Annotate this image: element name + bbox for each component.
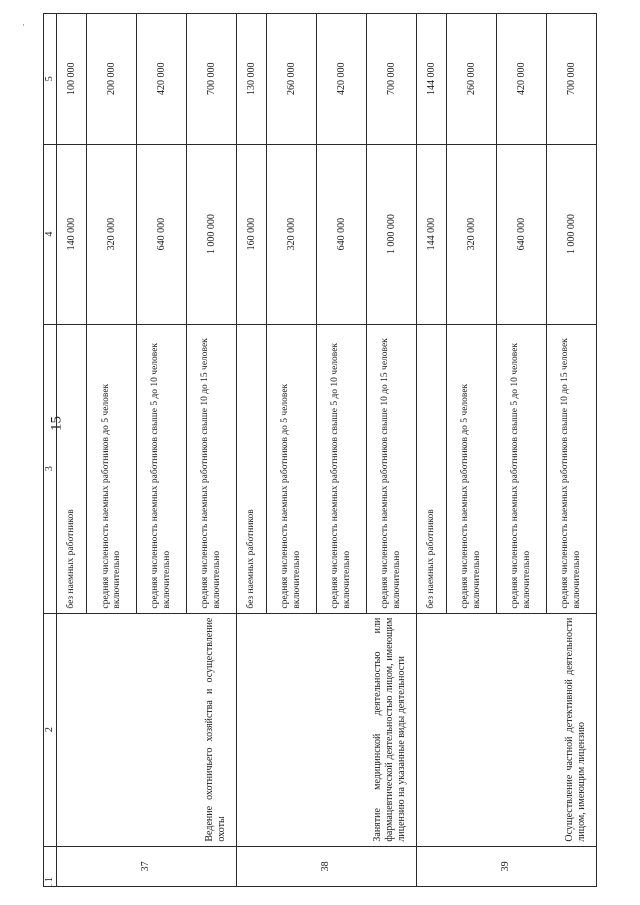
condition-cell: средняя численность наемных работников до 5 человек включительно <box>87 324 137 613</box>
value-col5: 700 000 <box>367 14 417 145</box>
condition-cell: без наемных работников <box>57 324 87 613</box>
value-col4: 320 000 <box>267 144 317 324</box>
value-col4: 640 000 <box>497 144 547 324</box>
header-col-5: 5 <box>44 14 57 145</box>
tariff-table <box>43 13 597 887</box>
value-col5: 130 000 <box>236 14 266 145</box>
header-col-4: 4 <box>44 144 57 324</box>
value-col4: 640 000 <box>137 144 187 324</box>
activity-name: Осуществление частной детективной деятельности лицом, имеющим лицензию <box>416 613 596 846</box>
value-col5: 420 000 <box>317 14 367 145</box>
row-number: 39 <box>416 846 596 886</box>
row-number: 37 <box>57 846 237 886</box>
condition-cell: средняя численность наемных работников до 5 человек включительно <box>267 324 317 613</box>
condition-cell: средняя численность наемных работников свыше 10 до 15 человек включительно <box>367 324 417 613</box>
value-col4: 160 000 <box>236 144 266 324</box>
value-col5: 420 000 <box>497 14 547 145</box>
condition-cell: средняя численность наемных работников свыше 5 до 10 человек включительно <box>137 324 187 613</box>
condition-cell: без наемных работников <box>416 324 446 613</box>
value-col4: 320 000 <box>447 144 497 324</box>
value-col4: 144 000 <box>416 144 446 324</box>
value-col5: 260 000 <box>447 14 497 145</box>
row-number: 38 <box>236 846 416 886</box>
value-col4: 1 000 000 <box>187 144 237 324</box>
value-col4: 1 000 000 <box>367 144 417 324</box>
value-col4: 640 000 <box>317 144 367 324</box>
scan-speck: · · <box>50 880 59 890</box>
header-row <box>44 14 57 887</box>
value-col5: 100 000 <box>57 14 87 145</box>
header-col-2: 2 <box>44 613 57 846</box>
table-row <box>57 14 87 887</box>
value-col5: 260 000 <box>267 14 317 145</box>
table-row <box>236 14 266 887</box>
value-col4: 320 000 <box>87 144 137 324</box>
activity-name: Ведение охотничьего хозяйства и осуществление охоты <box>57 613 237 846</box>
condition-cell: средняя численность наемных работников до 5 человек включительно <box>447 324 497 613</box>
page-number: 15 <box>48 416 65 431</box>
condition-cell: средняя численность наемных работников свыше 5 до 10 человек включительно <box>497 324 547 613</box>
value-col5: 700 000 <box>187 14 237 145</box>
value-col5: 144 000 <box>416 14 446 145</box>
value-col5: 700 000 <box>547 14 597 145</box>
value-col5: 200 000 <box>87 14 137 145</box>
table-row <box>416 14 446 887</box>
document-page <box>43 13 597 887</box>
value-col5: 420 000 <box>137 14 187 145</box>
header-col-3: 3 <box>44 324 57 613</box>
condition-cell: без наемных работников <box>236 324 266 613</box>
condition-cell: средняя численность наемных работников свыше 5 до 10 человек включительно <box>317 324 367 613</box>
activity-name: Занятие медицинской деятельностью или фармацевтической деятельностью лицом, имеющим лицензию на указанные виды деятельности <box>236 613 416 846</box>
value-col4: 140 000 <box>57 144 87 324</box>
value-col4: 1 000 000 <box>547 144 597 324</box>
scan-speck: · <box>22 20 25 30</box>
condition-cell: средняя численность наемных работников свыше 10 до 15 человек включительно <box>547 324 597 613</box>
header-col-1: 1 <box>44 846 57 886</box>
condition-cell: средняя численность наемных работников свыше 10 до 15 человек включительно <box>187 324 237 613</box>
